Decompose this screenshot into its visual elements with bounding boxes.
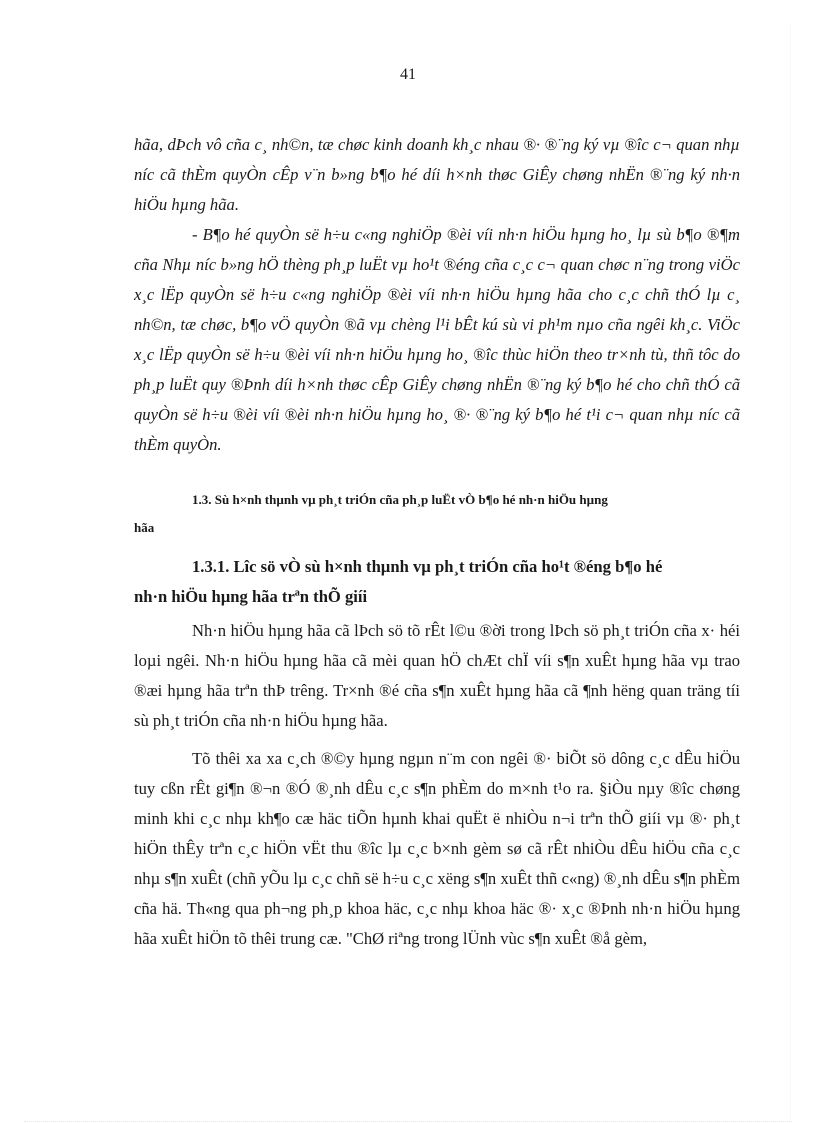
sub-heading-line: 1.3.1. Lîc sö vÒ sù h×nh thµnh vµ ph¸t triÓn cña ho¹t ®éng b¶o hé [192,557,663,576]
document-body [134,130,740,954]
page-edge-rule [790,24,791,1119]
section-heading-1-3-1 [134,552,740,612]
section-heading-1-3 [134,486,740,542]
paragraph-definition: - B¶o hé quyÒn së h÷u c«ng nghiÖp ®èi víi nh·n hiÖu hµng ho¸ lµ sù b¶o ®¶m cña Nhµ níc b»ng hÖ thèng ph¸p luËt vµ ho¹t ®éng cña c¸c c¬ quan chøc n¨ng trong viÖc x¸c lËp quyÒn së h÷u c«ng nghiÖp ®èi víi nh·n hiÖu hµng hãa cho c¸c chñ thÓ lµ c¸ nh©n, tæ chøc, b¶o vÖ quyÒn ®ã vµ chèng l¹i bÊt kú sù vi ph¹m nµo cña ngêi kh¸c. ViÖc x¸c lËp quyÒn së h÷u ®èi víi nh·n hiÖu hµng ho¸ ®îc thùc hiÖn theo tr×nh tù, thñ tôc do ph¸p luËt quy ®Þnh díi h×nh thøc cÊp GiÊy chøng nhËn ®¨ng ký b¶o hé cho chñ thÓ cã quyÒn së h÷u ®èi víi ®èi nh·n hiÖu hµng ho¸ ®· ®¨ng ký b¶o hé t¹i c¬ quan nhµ níc cã thÈm quyÒn. [134,225,740,454]
section-heading-line: hãa [134,520,155,535]
body-section [134,616,740,954]
section-heading-line: 1.3. Sù h×nh thµnh vµ ph¸t triÓn cña ph¸p luËt vÒ b¶o hé nh·n hiÖu hµng [192,492,608,507]
page-footer-rule [24,1121,792,1122]
body-paragraph: Tõ thêi xa xa c¸ch ®©y hµng ngµn n¨m con ngêi ®· biÕt sö dông c¸c dÊu hiÖu tuy cßn rÊt gi¶n ®¬n ®Ó ®¸nh dÊu c¸c s¶n phÈm do m×nh t¹o ra. §iÒu nµy ®îc chøng minh khi c¸c nhµ kh¶o cæ häc tiÕn hµnh khai quËt ë nhiÒu n¬i trªn thÕ giíi vµ ®· ph¸t hiÖn thÊy trªn c¸c hiÖn vËt thu ®îc lµ c¸c b×nh gèm sø cã rÊt nhiÒu dÊu hiÖu cña c¸c nhµ s¶n xuÊt (chñ yÕu lµ c¸c chñ së h÷u c¸c xëng s¶n xuÊt thñ c«ng) ®¸nh dÊu s¶n phÈm cña hä. Th«ng qua ph¬ng ph¸p khoa häc, c¸c nhµ khoa häc ®· x¸c ®Þnh nh·n hiÖu hµng hãa xuÊt hiÖn tõ thêi trung cæ. "ChØ riªng trong lÜnh vùc s¶n xuÊt ®å gèm, [134,749,740,948]
body-paragraph: Nh·n hiÖu hµng hãa cã lÞch sö tõ rÊt l©u ®ời trong lÞch sö ph¸t triÓn cña x· héi loµi ngêi. Nh·n hiÖu hµng hãa cã mèi quan hÖ chÆt chÏ víi s¶n xuÊt hµng hãa vµ trao ®æi hµng hãa trªn thÞ trêng. Tr×nh ®é cña s¶n xuÊt hµng hãa cã ¶nh hëng quan träng tíi sù ph¸t triÓn cña nh·n hiÖu hµng hãa. [134,621,740,730]
page-number: 41 [400,66,416,83]
paragraph-continuation: hãa, dÞch vô cña c¸ nh©n, tæ chøc kinh doanh kh¸c nhau ®· ®¨ng ký vµ ®îc c¬ quan nhµ níc cã thÈm quyÒn cÊp v¨n b»ng b¶o hé díi h×nh thøc GiÊy chøng nhËn ®¨ng ký nh·n hiÖu hµng hãa. [134,135,740,214]
sub-heading-line: nh·n hiÖu hµng hãa trªn thÕ giíi [134,587,368,606]
italic-section [134,130,740,460]
